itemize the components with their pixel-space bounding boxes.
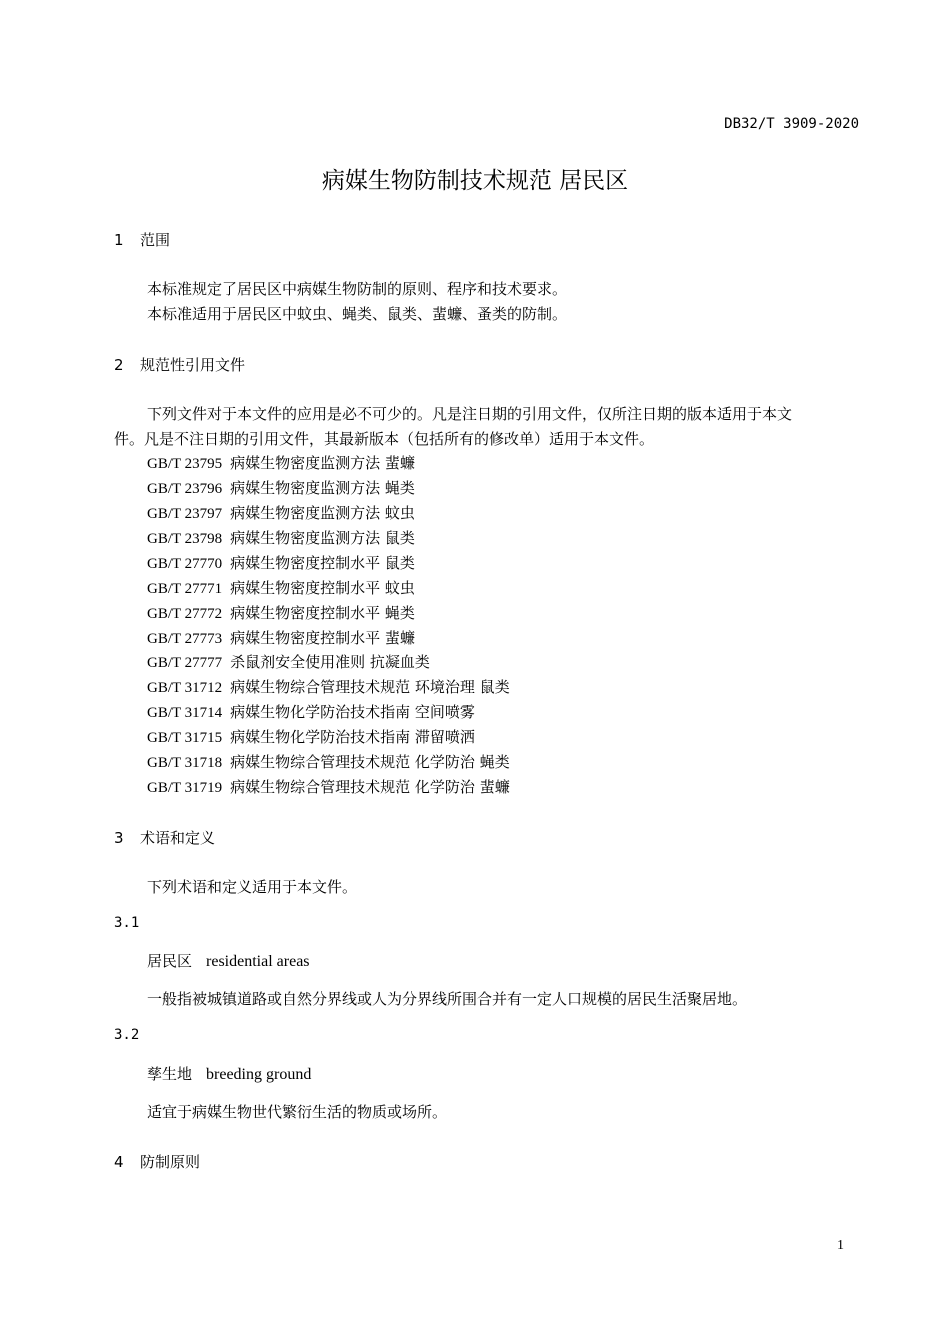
section-heading-terms — [114, 827, 215, 848]
reference-code: GB/T 27777 — [147, 655, 223, 671]
term-chinese: 孳生地 — [147, 1065, 193, 1083]
reference-item — [147, 751, 510, 772]
reference-title: 病媒生物密度控制水平 蝇类 — [230, 604, 415, 622]
reference-title: 病媒生物密度监测方法 蚊虫 — [230, 504, 415, 522]
reference-item — [147, 577, 415, 598]
section-heading-principles — [114, 1151, 200, 1172]
reference-code: GB/T 23796 — [147, 481, 223, 497]
reference-item — [147, 701, 475, 722]
term-definition: 适宜于病媒生物世代繁衍生活的物质或场所。 — [147, 1103, 448, 1121]
term-chinese: 居民区 — [147, 952, 193, 970]
term-english: residential areas — [206, 953, 310, 970]
reference-title: 病媒生物密度控制水平 蜚蠊 — [230, 629, 415, 647]
reference-item — [147, 776, 510, 797]
reference-title: 杀鼠剂安全使用准则 抗凝血类 — [230, 653, 430, 671]
reference-title: 病媒生物密度控制水平 蚊虫 — [230, 579, 415, 597]
paragraph: 本标准规定了居民区中病媒生物防制的原则、程序和技术要求。 — [147, 280, 568, 298]
reference-title: 病媒生物综合管理技术规范 化学防治 蜚蠊 — [230, 778, 510, 796]
standard-number: DB32/T 3909-2020 — [724, 116, 859, 132]
reference-item — [147, 452, 415, 473]
section-number: 4 — [114, 1153, 124, 1171]
reference-code: GB/T 31715 — [147, 730, 223, 746]
term-number: 3.2 — [114, 1027, 140, 1043]
reference-title: 病媒生物综合管理技术规范 环境治理 鼠类 — [230, 678, 510, 696]
section-title: 规范性引用文件 — [140, 356, 246, 374]
reference-code: GB/T 31719 — [147, 780, 223, 796]
section-heading-scope — [114, 229, 170, 250]
reference-code: GB/T 23795 — [147, 456, 223, 472]
term-number: 3.1 — [114, 915, 140, 931]
reference-title: 病媒生物密度控制水平 鼠类 — [230, 554, 415, 572]
reference-item — [147, 627, 415, 648]
reference-item — [147, 502, 415, 523]
reference-item — [147, 602, 415, 623]
section-title: 范围 — [140, 231, 171, 249]
page-number: 1 — [837, 1238, 844, 1253]
reference-code: GB/T 31714 — [147, 705, 223, 721]
reference-code: GB/T 27772 — [147, 606, 223, 622]
reference-code: GB/T 23798 — [147, 531, 223, 547]
section-title: 防制原则 — [140, 1153, 201, 1171]
reference-title: 病媒生物密度监测方法 蜚蠊 — [230, 454, 415, 472]
reference-code: GB/T 31718 — [147, 755, 223, 771]
reference-title: 病媒生物综合管理技术规范 化学防治 蝇类 — [230, 753, 510, 771]
reference-title: 病媒生物密度监测方法 鼠类 — [230, 529, 415, 547]
document-title: 病媒生物防制技术规范 居民区 — [321, 168, 629, 194]
section-number: 2 — [114, 356, 124, 374]
section-title: 术语和定义 — [140, 829, 216, 847]
reference-code: GB/T 27773 — [147, 631, 223, 647]
reference-item — [147, 651, 430, 672]
paragraph: 本标准适用于居民区中蚊虫、蝇类、鼠类、蜚蠊、蚤类的防制。 — [147, 305, 568, 323]
paragraph: 件。凡是不注日期的引用文件，其最新版本（包括所有的修改单）适用于本文件。 — [114, 430, 655, 448]
reference-item — [147, 552, 415, 573]
paragraph: 下列文件对于本文件的应用是必不可少的。凡是注日期的引用文件，仅所注日期的版本适用于本文 — [147, 405, 793, 423]
term-definition: 一般指被城镇道路或自然分界线或人为分界线所围合并有一定人口规模的居民生活聚居地。 — [147, 990, 748, 1008]
reference-item — [147, 477, 415, 498]
reference-code: GB/T 23797 — [147, 506, 223, 522]
paragraph: 下列术语和定义适用于本文件。 — [147, 878, 358, 896]
reference-item — [147, 726, 475, 747]
section-number: 1 — [114, 231, 124, 249]
section-number: 3 — [114, 829, 124, 847]
reference-code: GB/T 27770 — [147, 556, 223, 572]
reference-title: 病媒生物化学防治技术指南 空间喷雾 — [230, 703, 475, 721]
reference-title: 病媒生物密度监测方法 蝇类 — [230, 479, 415, 497]
term-english: breeding ground — [206, 1066, 312, 1083]
reference-item — [147, 676, 510, 697]
term-entry — [147, 950, 310, 971]
reference-code: GB/T 31712 — [147, 680, 223, 696]
term-entry — [147, 1063, 311, 1084]
reference-title: 病媒生物化学防治技术指南 滞留喷洒 — [230, 728, 475, 746]
reference-item — [147, 527, 415, 548]
reference-code: GB/T 27771 — [147, 581, 223, 597]
section-heading-normative-refs — [114, 354, 245, 375]
